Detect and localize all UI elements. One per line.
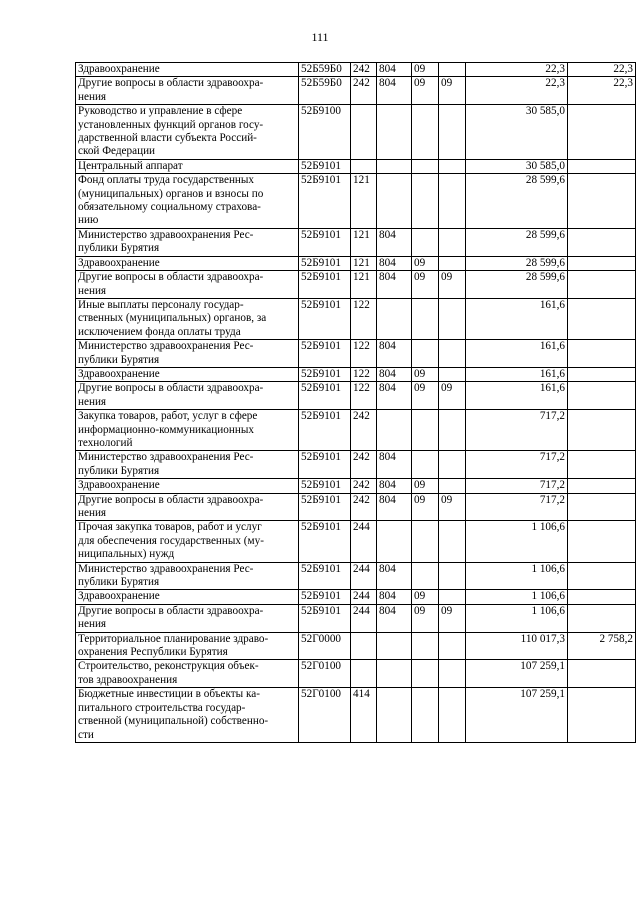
table-row	[76, 632, 636, 660]
table-row	[76, 604, 636, 632]
table-row	[76, 410, 636, 451]
row-name: Министерство здравоохранения Рес- публики Бурятия	[76, 340, 299, 368]
row-section: 09	[412, 63, 439, 77]
row-subsection: 09	[439, 271, 466, 299]
row-subsection	[439, 451, 466, 479]
row-ministry-code: 804	[377, 77, 412, 105]
row-amount-1: 28 599,6	[466, 228, 568, 256]
table-row	[76, 493, 636, 521]
row-name: Министерство здравоохранения Рес- публики Бурятия	[76, 451, 299, 479]
row-expense-type: 242	[351, 63, 377, 77]
row-ministry-code	[377, 660, 412, 688]
row-code: 52Б9101	[299, 604, 351, 632]
row-name: Территориальное планирование здраво- охранения Республики Бурятия	[76, 632, 299, 660]
row-amount-2	[568, 105, 636, 160]
row-amount-2: 22,3	[568, 63, 636, 77]
row-name: Бюджетные инвестиции в объекты ка- питального строительства государ- ственной (муниципальной) собственно- сти	[76, 688, 299, 743]
row-code: 52Б9101	[299, 228, 351, 256]
row-expense-type: 242	[351, 410, 377, 451]
row-amount-2	[568, 228, 636, 256]
row-subsection: 09	[439, 382, 466, 410]
row-expense-type: 121	[351, 256, 377, 270]
table-row	[76, 77, 636, 105]
table-row	[76, 382, 636, 410]
row-amount-2	[568, 521, 636, 562]
row-name: Министерство здравоохранения Рес- публики Бурятия	[76, 228, 299, 256]
row-name: Фонд оплаты труда государственных (муниципальных) органов и взносы по обязательному социальному страхова- нию	[76, 174, 299, 229]
row-ministry-code: 804	[377, 604, 412, 632]
row-name: Другие вопросы в области здравоохра- нения	[76, 77, 299, 105]
row-section	[412, 451, 439, 479]
row-section	[412, 632, 439, 660]
row-code: 52Б9101	[299, 521, 351, 562]
row-code: 52Б59Б0	[299, 63, 351, 77]
row-subsection	[439, 590, 466, 604]
row-amount-1: 717,2	[466, 479, 568, 493]
row-name: Здравоохранение	[76, 590, 299, 604]
row-amount-2	[568, 410, 636, 451]
row-name: Центральный аппарат	[76, 159, 299, 173]
row-name: Строительство, реконструкция объек- тов здравоохранения	[76, 660, 299, 688]
row-ministry-code	[377, 688, 412, 743]
row-expense-type: 122	[351, 298, 377, 339]
row-section: 09	[412, 271, 439, 299]
row-amount-2	[568, 367, 636, 381]
row-subsection	[439, 688, 466, 743]
row-amount-1: 28 599,6	[466, 256, 568, 270]
row-ministry-code: 804	[377, 367, 412, 381]
row-ministry-code	[377, 521, 412, 562]
table-row	[76, 660, 636, 688]
row-section: 09	[412, 479, 439, 493]
row-amount-1: 1 106,6	[466, 590, 568, 604]
row-code: 52Б9101	[299, 340, 351, 368]
row-amount-2	[568, 256, 636, 270]
row-section	[412, 340, 439, 368]
row-code: 52Б9101	[299, 271, 351, 299]
row-code: 52Б9101	[299, 493, 351, 521]
row-code: 52Б9101	[299, 367, 351, 381]
row-ministry-code	[377, 298, 412, 339]
row-amount-1: 161,6	[466, 382, 568, 410]
budget-table	[75, 62, 636, 743]
row-amount-2	[568, 159, 636, 173]
table-row	[76, 159, 636, 173]
table-row	[76, 688, 636, 743]
row-name: Закупка товаров, работ, услуг в сфере информационно-коммуникационных технологий	[76, 410, 299, 451]
row-code: 52Б9101	[299, 479, 351, 493]
row-expense-type	[351, 159, 377, 173]
row-expense-type: 242	[351, 77, 377, 105]
row-amount-1: 107 259,1	[466, 660, 568, 688]
row-ministry-code	[377, 632, 412, 660]
row-name: Другие вопросы в области здравоохра- нения	[76, 604, 299, 632]
row-amount-2	[568, 604, 636, 632]
row-subsection	[439, 632, 466, 660]
row-expense-type: 244	[351, 562, 377, 590]
row-expense-type: 121	[351, 228, 377, 256]
row-code: 52Б9101	[299, 174, 351, 229]
row-name: Здравоохранение	[76, 63, 299, 77]
row-section: 09	[412, 77, 439, 105]
table-row	[76, 105, 636, 160]
table-body	[76, 63, 636, 743]
row-amount-2: 2 758,2	[568, 632, 636, 660]
row-ministry-code: 804	[377, 451, 412, 479]
row-expense-type: 122	[351, 367, 377, 381]
row-subsection	[439, 367, 466, 381]
row-amount-2	[568, 382, 636, 410]
row-code: 52Г0100	[299, 688, 351, 743]
row-amount-1: 717,2	[466, 493, 568, 521]
row-amount-2	[568, 451, 636, 479]
row-section	[412, 410, 439, 451]
row-code: 52Б9101	[299, 298, 351, 339]
row-code: 52Б9101	[299, 562, 351, 590]
row-amount-1: 161,6	[466, 298, 568, 339]
row-name: Другие вопросы в области здравоохра- нения	[76, 382, 299, 410]
row-expense-type: 244	[351, 590, 377, 604]
row-amount-1: 1 106,6	[466, 604, 568, 632]
row-subsection	[439, 562, 466, 590]
row-expense-type	[351, 632, 377, 660]
row-amount-2	[568, 298, 636, 339]
row-amount-1: 717,2	[466, 451, 568, 479]
row-expense-type: 242	[351, 479, 377, 493]
row-code: 52Б9101	[299, 256, 351, 270]
row-code: 52Г0100	[299, 660, 351, 688]
row-amount-2	[568, 479, 636, 493]
row-subsection: 09	[439, 604, 466, 632]
row-section	[412, 298, 439, 339]
row-section: 09	[412, 493, 439, 521]
row-amount-2	[568, 493, 636, 521]
row-ministry-code: 804	[377, 562, 412, 590]
row-code: 52Б9101	[299, 410, 351, 451]
row-ministry-code: 804	[377, 63, 412, 77]
row-subsection	[439, 298, 466, 339]
row-expense-type: 122	[351, 340, 377, 368]
row-expense-type: 242	[351, 451, 377, 479]
row-code: 52Б9101	[299, 382, 351, 410]
row-section	[412, 660, 439, 688]
row-amount-1: 107 259,1	[466, 688, 568, 743]
row-amount-2	[568, 271, 636, 299]
row-ministry-code	[377, 410, 412, 451]
row-amount-2	[568, 660, 636, 688]
table-row	[76, 256, 636, 270]
row-name: Другие вопросы в области здравоохра- нения	[76, 493, 299, 521]
row-ministry-code	[377, 174, 412, 229]
row-amount-2: 22,3	[568, 77, 636, 105]
table-row	[76, 590, 636, 604]
row-ministry-code: 804	[377, 228, 412, 256]
row-ministry-code: 804	[377, 479, 412, 493]
row-subsection	[439, 105, 466, 160]
row-amount-2	[568, 174, 636, 229]
row-expense-type: 121	[351, 174, 377, 229]
row-section	[412, 228, 439, 256]
row-section: 09	[412, 604, 439, 632]
row-section: 09	[412, 367, 439, 381]
row-name: Министерство здравоохранения Рес- публики Бурятия	[76, 562, 299, 590]
row-amount-1: 28 599,6	[466, 271, 568, 299]
row-name: Здравоохранение	[76, 479, 299, 493]
row-amount-1: 30 585,0	[466, 105, 568, 160]
row-section	[412, 159, 439, 173]
row-ministry-code: 804	[377, 382, 412, 410]
row-ministry-code	[377, 105, 412, 160]
row-section	[412, 105, 439, 160]
row-amount-1: 28 599,6	[466, 174, 568, 229]
row-expense-type	[351, 105, 377, 160]
row-subsection	[439, 410, 466, 451]
row-amount-1: 1 106,6	[466, 562, 568, 590]
row-ministry-code: 804	[377, 493, 412, 521]
row-subsection	[439, 174, 466, 229]
row-amount-1: 161,6	[466, 340, 568, 368]
table-row	[76, 63, 636, 77]
row-name: Иные выплаты персоналу государ- ственных (муниципальных) органов, за исключением фонда оплаты труда	[76, 298, 299, 339]
row-subsection	[439, 159, 466, 173]
row-section: 09	[412, 382, 439, 410]
row-code: 52Б9101	[299, 590, 351, 604]
row-code: 52Б9101	[299, 159, 351, 173]
row-code: 52Г0000	[299, 632, 351, 660]
table-row	[76, 521, 636, 562]
row-name: Другие вопросы в области здравоохра- нения	[76, 271, 299, 299]
row-code: 52Б59Б0	[299, 77, 351, 105]
row-ministry-code: 804	[377, 340, 412, 368]
row-expense-type	[351, 660, 377, 688]
row-section: 09	[412, 590, 439, 604]
row-amount-1: 30 585,0	[466, 159, 568, 173]
row-amount-2	[568, 590, 636, 604]
table-row	[76, 271, 636, 299]
row-expense-type: 242	[351, 493, 377, 521]
row-name: Здравоохранение	[76, 256, 299, 270]
row-expense-type: 414	[351, 688, 377, 743]
table-row	[76, 340, 636, 368]
row-section	[412, 521, 439, 562]
row-subsection	[439, 479, 466, 493]
row-amount-1: 22,3	[466, 63, 568, 77]
row-code: 52Б9100	[299, 105, 351, 160]
row-section: 09	[412, 256, 439, 270]
row-section	[412, 688, 439, 743]
row-ministry-code: 804	[377, 271, 412, 299]
row-amount-1: 110 017,3	[466, 632, 568, 660]
row-amount-1: 22,3	[466, 77, 568, 105]
row-amount-1: 1 106,6	[466, 521, 568, 562]
row-amount-1: 717,2	[466, 410, 568, 451]
table-row	[76, 228, 636, 256]
row-amount-1: 161,6	[466, 367, 568, 381]
row-subsection	[439, 340, 466, 368]
row-ministry-code	[377, 159, 412, 173]
table-row	[76, 562, 636, 590]
row-code: 52Б9101	[299, 451, 351, 479]
table-row	[76, 298, 636, 339]
row-subsection	[439, 228, 466, 256]
row-name: Прочая закупка товаров, работ и услуг для обеспечения государственных (му- ниципальных) нужд	[76, 521, 299, 562]
row-subsection	[439, 521, 466, 562]
row-section	[412, 562, 439, 590]
row-amount-2	[568, 688, 636, 743]
row-section	[412, 174, 439, 229]
row-subsection	[439, 256, 466, 270]
row-expense-type: 122	[351, 382, 377, 410]
row-expense-type: 244	[351, 521, 377, 562]
row-expense-type: 244	[351, 604, 377, 632]
row-expense-type: 121	[351, 271, 377, 299]
row-subsection	[439, 660, 466, 688]
row-subsection: 09	[439, 493, 466, 521]
row-subsection	[439, 63, 466, 77]
row-subsection: 09	[439, 77, 466, 105]
page-number: 111	[311, 30, 329, 44]
row-name: Руководство и управление в сфере установленных функций органов госу- дарственной власти субъекта Россий- ской Федерации	[76, 105, 299, 160]
row-ministry-code: 804	[377, 256, 412, 270]
table-row	[76, 174, 636, 229]
row-amount-2	[568, 340, 636, 368]
table-row	[76, 479, 636, 493]
row-name: Здравоохранение	[76, 367, 299, 381]
row-ministry-code: 804	[377, 590, 412, 604]
table-row	[76, 367, 636, 381]
row-amount-2	[568, 562, 636, 590]
table-row	[76, 451, 636, 479]
